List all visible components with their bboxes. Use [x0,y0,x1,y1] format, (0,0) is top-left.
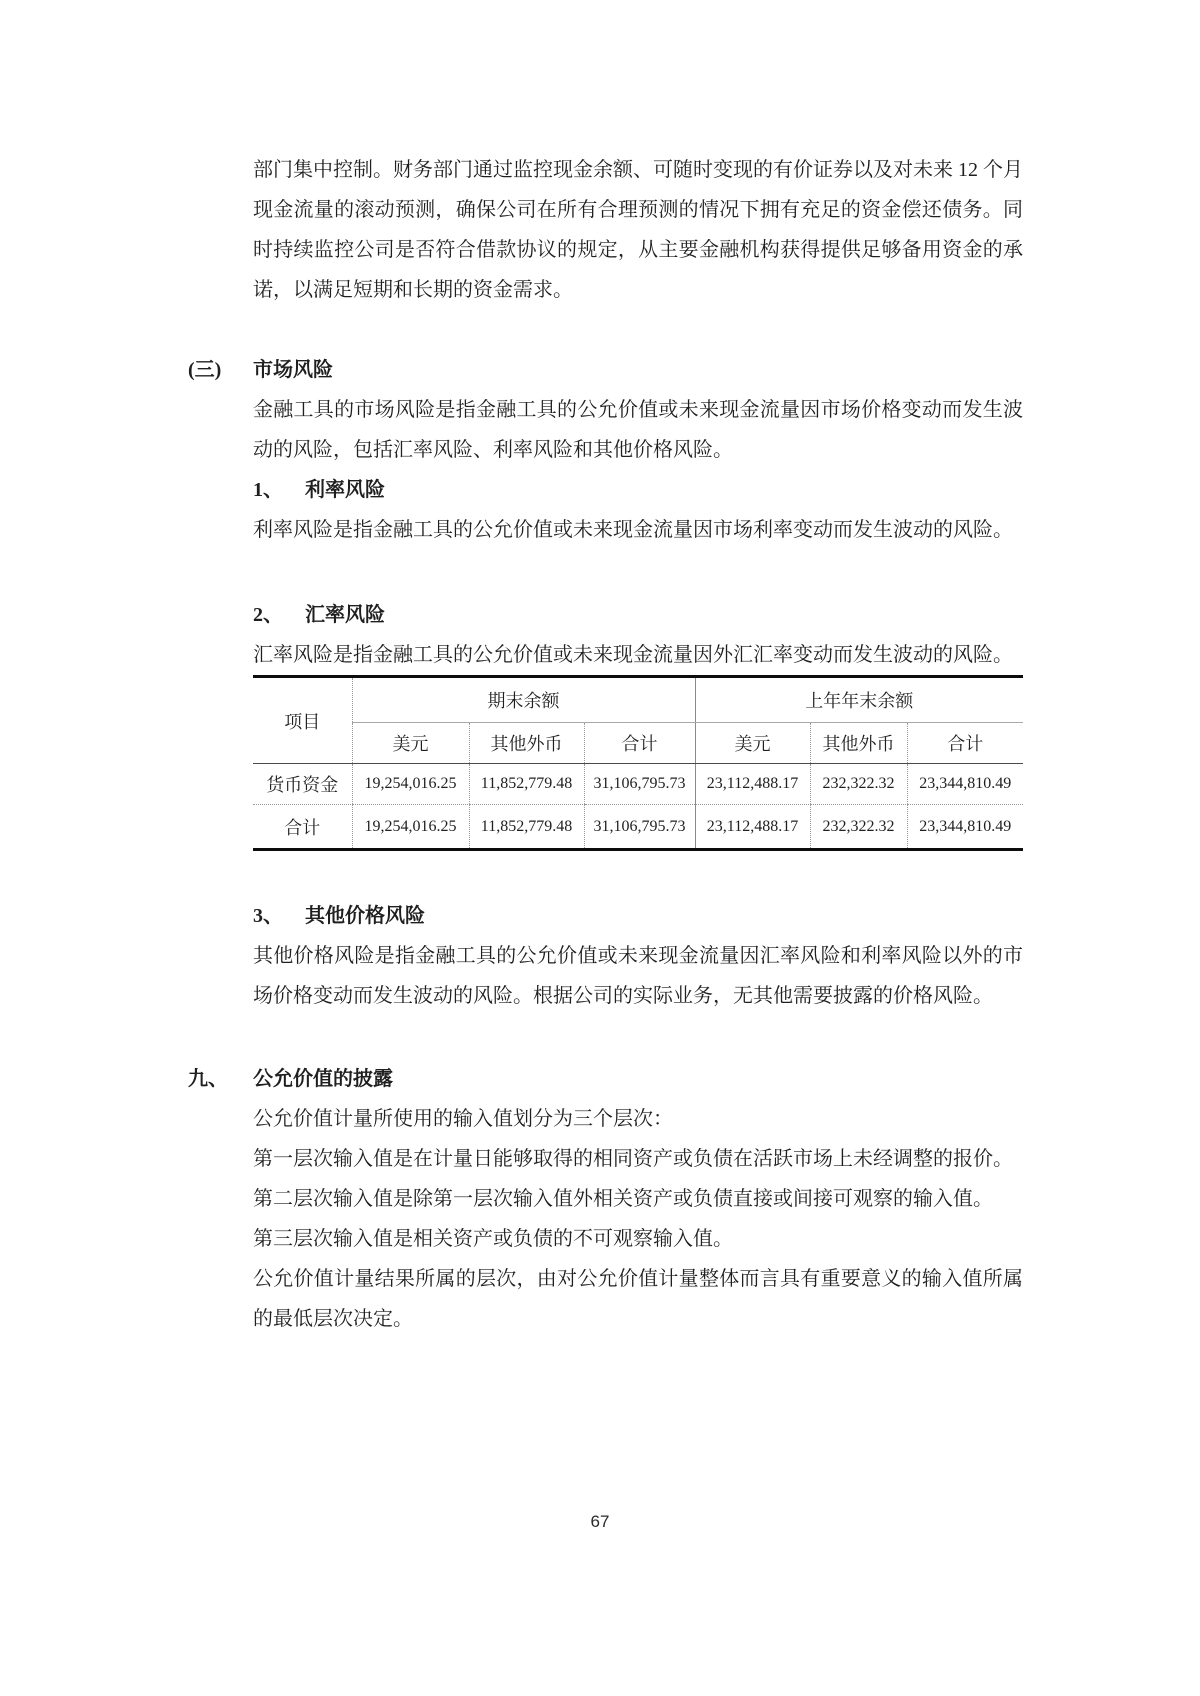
cell-value: 232,322.32 [810,764,907,805]
subsection-heading-exchange-rate-risk [253,595,1023,635]
subsection-number: 1、 [253,479,283,501]
subsection-title: 利率风险 [305,479,385,501]
subsection-title: 汇率风险 [305,604,385,626]
cell-value: 23,344,810.49 [907,764,1023,805]
subsection-heading-interest-rate-risk [253,470,1023,510]
subsection-number: 3、 [253,905,283,927]
cell-value: 23,112,488.17 [695,764,810,805]
subsection-heading-other-price-risk [253,896,1023,936]
row-label: 货币资金 [253,764,352,805]
cell-value: 11,852,779.48 [469,764,584,805]
cell-value: 23,344,810.49 [907,805,1023,850]
subsection-number: 2、 [253,604,283,626]
foreign-currency-balance-table [253,675,1023,851]
section-title: 公允价值的披露 [253,1068,393,1090]
table-row-total [253,805,1023,850]
section-title: 市场风险 [253,359,333,381]
market-risk-intro-paragraph: 金融工具的市场风险是指金融工具的公允价值或未来现金流量因市场价格变动而发生波动的风险，包括汇率风险、利率风险和其他价格风险。 [253,399,1023,461]
table-row-monetary-funds [253,764,1023,805]
other-price-risk-paragraph: 其他价格风险是指金融工具的公允价值或未来现金流量因汇率风险和利率风险以外的市场价格变动而发生波动的风险。根据公司的实际业务，无其他需要披露的价格风险。 [253,945,1023,1007]
row-label: 合计 [284,817,321,838]
cell-value: 31,106,795.73 [584,805,695,850]
table-subheader-other-currency-prior: 其他外币 [810,723,907,764]
interest-rate-risk-paragraph: 利率风险是指金融工具的公允价值或未来现金流量因市场利率变动而发生波动的风险。 [253,519,1013,541]
table-header-closing-balance: 期末余额 [352,677,695,723]
page-number: 67 [590,1512,610,1531]
table-header-item: 项目 [253,677,352,764]
fair-value-level1-paragraph: 第一层次输入值是在计量日能够取得的相同资产或负债在活跃市场上未经调整的报价。 [253,1148,1013,1170]
fair-value-hierarchy-paragraph: 公允价值计量结果所属的层次，由对公允价值计量整体而言具有重要意义的输入值所属的最低层次决定。 [253,1268,1023,1330]
cell-value: 23,112,488.17 [695,805,810,850]
table-subheader-other-currency: 其他外币 [469,723,584,764]
cell-value: 232,322.32 [810,805,907,850]
fair-value-levels-intro: 公允价值计量所使用的输入值划分为三个层次： [253,1108,673,1130]
table-subheader-total-prior: 合计 [907,723,1023,764]
fair-value-level2-paragraph: 第二层次输入值是除第一层次输入值外相关资产或负债直接或间接可观察的输入值。 [253,1188,993,1210]
section-heading-market-risk [188,350,1023,390]
cell-value: 11,852,779.48 [469,805,584,850]
page-content [188,150,1023,1339]
cell-value: 31,106,795.73 [584,764,695,805]
exchange-rate-risk-paragraph: 汇率风险是指金融工具的公允价值或未来现金流量因外汇汇率变动而发生波动的风险。 [253,644,1013,666]
cell-value: 19,254,016.25 [352,805,469,850]
section-number: 九、 [188,1068,228,1090]
fair-value-level3-paragraph: 第三层次输入值是相关资产或负债的不可观察输入值。 [253,1228,733,1250]
section-number: (三) [188,359,222,381]
table-header-prior-year-balance: 上年年末余额 [695,677,1023,723]
section-heading-fair-value [188,1059,1023,1099]
cell-value: 19,254,016.25 [352,764,469,805]
table-subheader-usd: 美元 [352,723,469,764]
subsection-title: 其他价格风险 [305,905,425,927]
liquidity-risk-paragraph: 部门集中控制。财务部门通过监控现金余额、可随时变现的有价证券以及对未来 12 个月现金流量的滚动预测，确保公司在所有合理预测的情况下拥有充足的资金偿还债务。同时持续监控公司是否符合借款协议的规定，从主要金融机构获得提供足够备用资金的承诺，以满足短期和长期的资金需求。 [253,159,1023,301]
table-subheader-total: 合计 [584,723,695,764]
table-subheader-usd-prior: 美元 [695,723,810,764]
